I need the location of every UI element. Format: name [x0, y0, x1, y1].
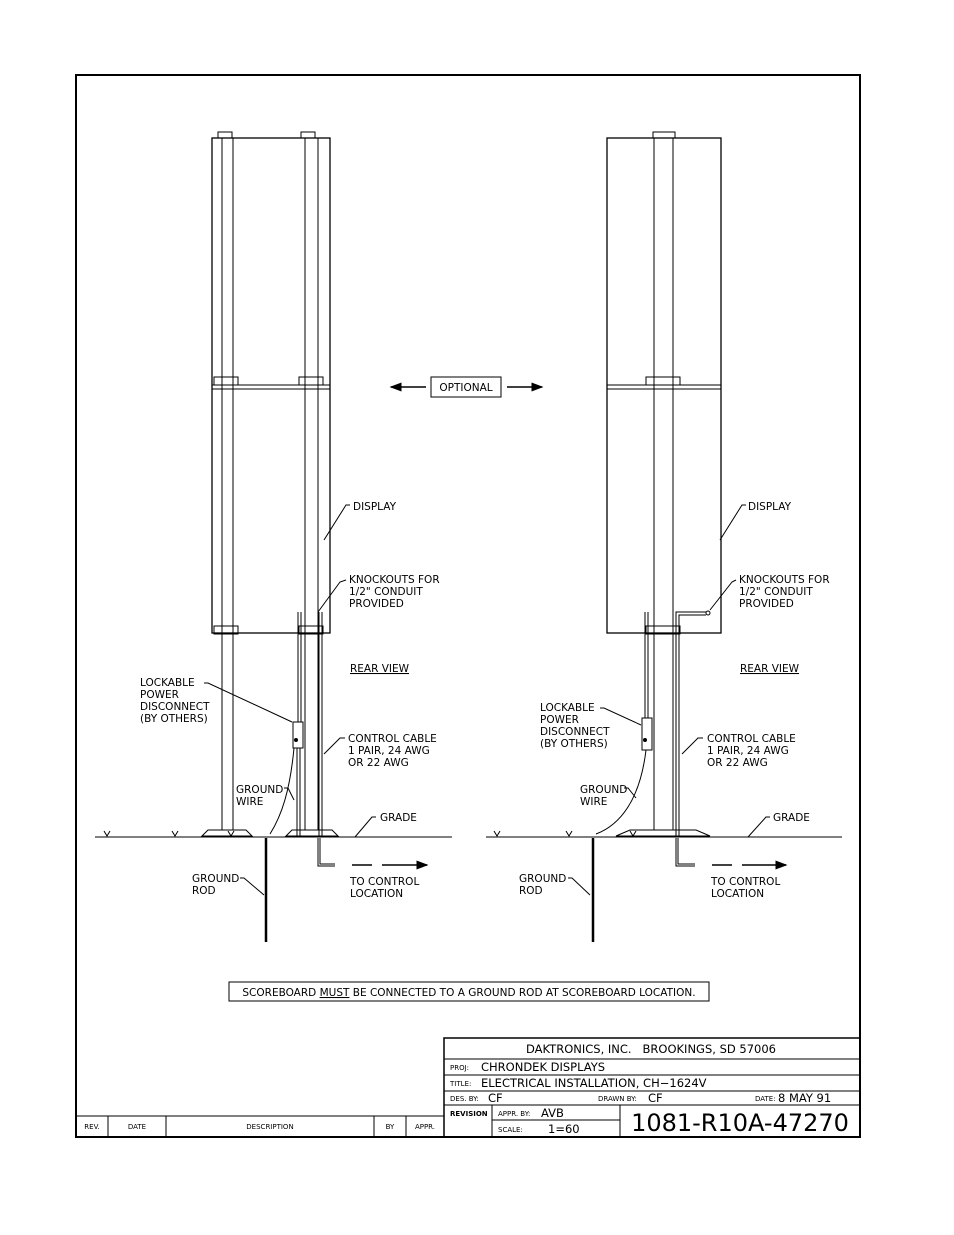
- left-disconnect-line1: LOCKABLE: [140, 677, 195, 689]
- ground-note-emph: MUST: [319, 987, 350, 999]
- left-disconnect-line3: DISCONNECT: [140, 701, 210, 713]
- right-cable-line1: CONTROL CABLE: [707, 733, 796, 745]
- left-knockouts-line3: PROVIDED: [349, 598, 404, 610]
- left-knockouts-line2: 1/2" CONDUIT: [349, 586, 423, 598]
- left-ground-rod-line2: ROD: [192, 885, 216, 897]
- proj-label: PROJ:: [450, 1064, 470, 1072]
- right-cable-line2: 1 PAIR, 24 AWG: [707, 745, 789, 757]
- title-label: TITLE:: [450, 1080, 472, 1088]
- description-header: DESCRIPTION: [246, 1123, 294, 1131]
- right-grade-label: GRADE: [773, 812, 810, 824]
- optional-marker: [391, 377, 542, 397]
- company-name: DAKTRONICS, INC. BROOKINGS, SD 57006: [526, 1042, 776, 1056]
- left-disconnect-line2: POWER: [140, 689, 179, 701]
- revision-headers: [84, 1123, 435, 1131]
- right-ground-rod-line1: GROUND: [519, 873, 567, 885]
- revision-label: REVISION: [450, 1110, 488, 1118]
- left-cable-line3: OR 22 AWG: [348, 757, 409, 769]
- date-value: 8 MAY 91: [778, 1091, 832, 1105]
- appr-header: APPR.: [414, 1123, 436, 1131]
- rev-header: REV.: [84, 1123, 100, 1131]
- right-disconnect-line1: LOCKABLE: [540, 702, 595, 714]
- right-rear-view-label: REAR VIEW: [740, 663, 800, 675]
- scale-value: 1=60: [548, 1122, 580, 1136]
- left-ground-wire-line1: GROUND: [236, 784, 284, 796]
- ground-note-after: BE CONNECTED TO A GROUND ROD AT SCOREBOARD LOCATION.: [352, 987, 696, 999]
- scale-label: SCALE:: [498, 1126, 523, 1134]
- left-to-control-line2: LOCATION: [350, 888, 404, 900]
- left-cable-line2: 1 PAIR, 24 AWG: [348, 745, 430, 757]
- appr-by-label: APPR. BY:: [498, 1110, 531, 1118]
- drawn-by-label: DRAWN BY:: [598, 1095, 637, 1103]
- ground-note: [229, 982, 709, 1001]
- appr-by-value: AVB: [541, 1106, 564, 1120]
- by-header: BY: [385, 1123, 395, 1131]
- left-labels: [140, 501, 440, 900]
- right-to-control-line2: LOCATION: [711, 888, 765, 900]
- left-to-control-line1: TO CONTROL: [350, 876, 420, 888]
- left-cable-line1: CONTROL CABLE: [348, 733, 437, 745]
- date-label: DATE:: [755, 1095, 776, 1103]
- left-display-label: DISPLAY: [353, 501, 397, 513]
- right-labels: [519, 501, 830, 900]
- left-knockouts-line1: KNOCKOUTS FOR: [349, 574, 440, 586]
- des-by-value: CF: [488, 1091, 503, 1105]
- ground-note-before: SCOREBOARD: [242, 987, 317, 999]
- right-disconnect-line4: (BY OTHERS): [540, 738, 608, 750]
- left-disconnect-line4: (BY OTHERS): [140, 713, 208, 725]
- right-ground-wire-line1: GROUND: [580, 784, 628, 796]
- left-ground-rod-line1: GROUND: [192, 873, 240, 885]
- title-block-text: [449, 1042, 849, 1137]
- right-knockouts-line1: KNOCKOUTS FOR: [739, 574, 830, 586]
- right-to-control-line1: TO CONTROL: [711, 876, 781, 888]
- right-disconnect-line3: DISCONNECT: [540, 726, 610, 738]
- left-grade-label: GRADE: [380, 812, 417, 824]
- ground-note-text: [242, 987, 695, 999]
- left-rear-view-label: REAR VIEW: [350, 663, 410, 675]
- right-cable-line3: OR 22 AWG: [707, 757, 768, 769]
- drawing-number: 1081-R10A-47270: [631, 1109, 849, 1137]
- proj-value: CHRONDEK DISPLAYS: [481, 1060, 606, 1074]
- right-disconnect-line2: POWER: [540, 714, 579, 726]
- title-value: ELECTRICAL INSTALLATION, CH−1624V: [481, 1076, 707, 1090]
- drawn-by-value: CF: [648, 1091, 663, 1105]
- optional-label: OPTIONAL: [439, 382, 493, 394]
- right-ground-wire-line2: WIRE: [580, 796, 608, 808]
- right-ground-rod-line2: ROD: [519, 885, 543, 897]
- right-display-label: DISPLAY: [748, 501, 792, 513]
- right-knockouts-line3: PROVIDED: [739, 598, 794, 610]
- des-by-label: DES. BY:: [450, 1095, 479, 1103]
- right-knockouts-line2: 1/2" CONDUIT: [739, 586, 813, 598]
- date-header: DATE: [127, 1123, 147, 1131]
- left-ground-wire-line2: WIRE: [236, 796, 264, 808]
